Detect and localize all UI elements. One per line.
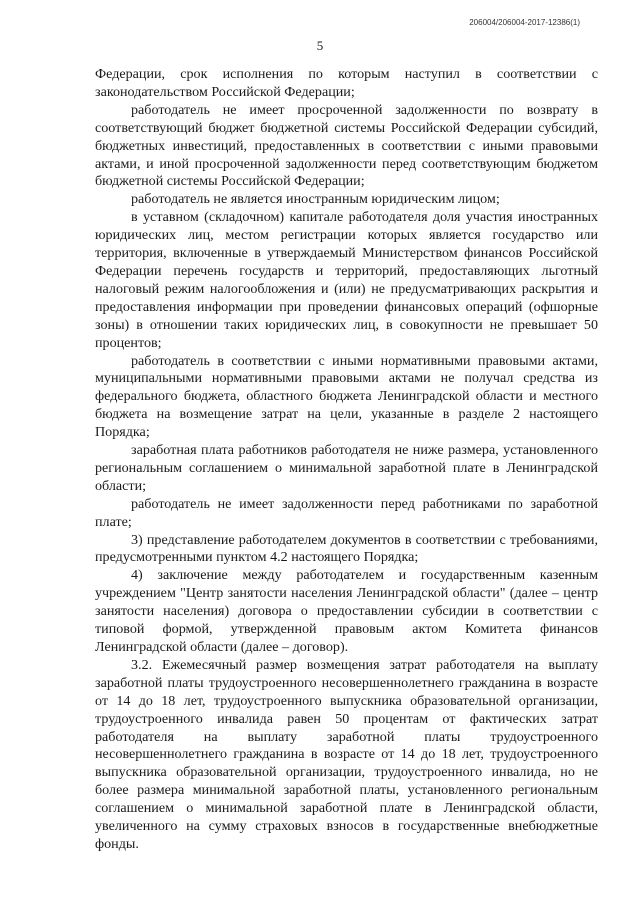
page-number: 5 — [316, 38, 324, 53]
paragraph-no-other-funds: работодатель в соответствии с иными нормативными правовыми актами, муниципальными нормативными правовыми актами не получал средства из федерального бюджета, областного бюджета Ленинградской области и местного бюджета на возмещение затрат на цели, указанные в разделе 2 настоящего Порядка; — [95, 352, 598, 441]
paragraph-foreign-capital-share: в уставном (складочном) капитале работодателя доля участия иностранных юридических лиц, местом регистрации которых является государство или территория, включенные в утверждаемый Министерством финансов Российской Федерации перечень государств и территорий, предоставляющих льготный налоговый режим налогообложения и (или) не предусматривающих раскрытия и предоставления информации при проведении финансовых операций (офшорные зоны) в отношении таких юридических лиц, в совокупности не превышает 50 процентов; — [95, 209, 598, 351]
paragraph-no-wage-arrears: работодатель не имеет задолженности перед работниками по заработной плате; — [95, 495, 598, 530]
paragraph-no-overdue-debt: работодатель не имеет просроченной задолженности по возврату в соответствующий бюджет бюджетной системы Российской Федерации субсидий, бюджетных инвестиций, предоставленных в соответствии с иными правовыми актами, и иной просроченной задолженности перед соответствующим бюджетом бюджетной системы Российской Федерации; — [95, 101, 598, 190]
paragraph-documents: 3) представление работодателем документов в соответствии с требованиями, предусмотренными пунктом 4.2 настоящего Порядка; — [95, 531, 598, 566]
paragraph-not-foreign-entity: работодатель не является иностранным юридическим лицом; — [131, 191, 500, 208]
paragraph-continuation: Федерации, срок исполнения по которым наступил в соответствии с законодательством Российской Федерации; — [95, 66, 598, 100]
paragraph-contract: 4) заключение между работодателем и государственным казенным учреждением "Центр занятости населения Ленинградской области" (далее – центр занятости населения) договора о предоставлении субсидии в соответствии с типовой формой, утвержденной правовым актом Комитета финансов Ленинградской области (далее – договор). — [95, 567, 598, 655]
document-id: 206004/206004-2017-12386(1) — [469, 18, 580, 27]
paragraph-section-3-2: 3.2. Ежемесячный размер возмещения затрат работодателя на выплату заработной платы трудоустроенного несовершеннолетнего гражданина в возрасте от 14 до 18 лет, трудоустроенного выпускника образовательной организации, трудоустроенного инвалида равен 50 процентам от фактических затрат работодателя на выплату заработной платы трудоустроенного несовершеннолетнего гражданина в возрасте от 14 до 18 лет, трудоустроенного выпускника образовательной организации, трудоустроенного инвалида, но не более размера минимальной заработной платы, установленного региональным соглашением о минимальной заработной плате в Ленинградской области, увеличенного на сумму страховых взносов в государственные внебюджетные фонды. — [95, 656, 598, 852]
document-body — [95, 66, 598, 854]
paragraph-minimum-wage: заработная плата работников работодателя не ниже размера, установленного региональным соглашением о минимальной заработной плате в Ленинградской области; — [95, 442, 598, 494]
